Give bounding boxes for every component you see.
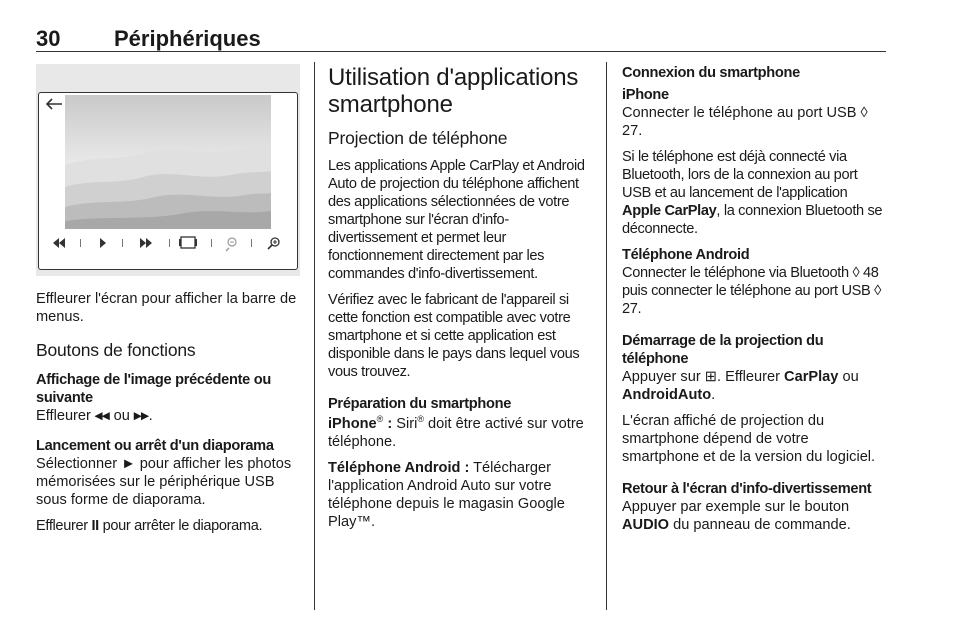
text: Effleurer [36, 408, 95, 424]
header-rule [36, 51, 886, 52]
iphone-label: iPhone [328, 416, 377, 432]
column-1 [36, 64, 302, 543]
paragraph [622, 498, 888, 534]
text: , la connexion Bluetooth se déconnecte. [622, 203, 883, 237]
text: Appuyer sur [622, 369, 705, 385]
registered-mark: ® [417, 414, 424, 425]
subsection-title: Retour à l'écran d'info-divertissement [622, 481, 872, 497]
text: doit être activé sur votre téléphone. [328, 416, 584, 450]
play-icon: ► [121, 456, 136, 472]
android-label: Téléphone Android : [328, 460, 470, 476]
subsection-title: Préparation du smartphone [328, 396, 512, 412]
text: Effleurer [36, 518, 92, 534]
text: . [148, 408, 153, 424]
subsection-title: Connexion du smartphone [622, 65, 800, 81]
text: Télécharger l'application Android Auto sur votre téléphone depuis le magasin Google Play™. [328, 460, 565, 530]
paragraph: L'écran affiché de projection du smartphone dépend de votre smartphone et de la version du logiciel. [622, 413, 876, 465]
emphasis: Apple CarPlay [622, 203, 717, 219]
column-2 [328, 64, 592, 539]
column-divider-2 [606, 62, 607, 610]
screen-illustration [36, 64, 300, 276]
fit-screen-icon [179, 237, 197, 248]
paragraph [36, 407, 302, 425]
pause-icon: II [91, 518, 99, 534]
colon: : [383, 416, 393, 432]
text: . [711, 387, 716, 403]
section-title: Projection de téléphone [328, 128, 508, 148]
separator [169, 239, 170, 247]
back-arrow-icon [43, 95, 65, 113]
landscape-photo [65, 95, 271, 229]
emphasis: AndroidAuto [622, 387, 712, 403]
emphasis: CarPlay [784, 369, 839, 385]
play-icon [100, 238, 106, 248]
separator [80, 239, 81, 247]
text: ou [109, 408, 134, 424]
subsection-title: Lancement ou arrêt d'un diaporama [36, 438, 274, 454]
section-title: Boutons de fonctions [36, 340, 196, 360]
subsection-title: Démarrage de la projection du téléphone [622, 333, 824, 367]
next-icon: ▸▸ [133, 408, 149, 424]
subsection-title: iPhone [622, 87, 669, 103]
registered-mark: ® [376, 414, 384, 425]
text: du panneau de commande. [669, 517, 851, 533]
text: Appuyer par exemple sur le bouton [622, 499, 850, 515]
previous-icon: ◂◂ [94, 408, 110, 424]
paragraph [36, 455, 302, 509]
text: Sélectionner [36, 456, 122, 472]
home-grid-icon: ⊞ [704, 369, 717, 385]
paragraph: Vérifiez avec le fabricant de l'appareil si cette fonction est compatible avec votre smartphone et si cette application est disponible dans le pays dans lequel vous vous trouvez. [328, 292, 580, 380]
page-number: 30 [36, 26, 61, 51]
separator [211, 239, 212, 247]
fast-forward-icon [140, 238, 152, 248]
zoom-out-icon [226, 238, 236, 251]
paragraph: Connecter le téléphone au port USB ◊ 27. [622, 105, 868, 139]
chapter-title: Utilisation d'applications smartphone [328, 64, 579, 118]
subsection-title: Téléphone Android [622, 247, 750, 263]
caption: Effleurer l'écran pour afficher la barre de menus. [36, 291, 297, 325]
page-header [36, 22, 886, 52]
zoom-in-icon [268, 238, 279, 249]
paragraph [328, 459, 592, 531]
column-3 [622, 64, 888, 542]
page-title: Périphériques [114, 26, 261, 51]
paragraph [36, 517, 302, 535]
control-bar [39, 233, 297, 253]
column-divider-1 [314, 62, 315, 610]
paragraph [328, 415, 592, 451]
paragraph [622, 148, 888, 238]
text: . Effleurer [716, 369, 785, 385]
rewind-icon [53, 238, 65, 248]
separator [122, 239, 123, 247]
emphasis: AUDIO [622, 517, 670, 533]
display-frame [38, 92, 298, 270]
text: ou [838, 369, 859, 385]
text: pour arrêter le diaporama. [98, 518, 263, 534]
text: pour afficher les photos mémorisées sur le périphérique USB sous forme de diaporama. [36, 456, 292, 508]
text: Siri [392, 416, 418, 432]
separator [251, 239, 252, 247]
paragraph: Connecter le téléphone via Bluetooth ◊ 48 puis connecter le téléphone au port USB ◊ 27. [622, 265, 881, 317]
paragraph [622, 368, 888, 404]
paragraph: Les applications Apple CarPlay et Android Auto de projection du téléphone affichent des applications sélectionnées de votre smartphone sur l'écran d'info-divertissement et permet leur fonctionnement directement par les commandes d'info-divertissement. [328, 158, 585, 282]
text: Si le téléphone est déjà connecté via Bluetooth, lors de la connexion au port USB et au lancement de l'application [622, 149, 858, 201]
subsection-title: Affichage de l'image précédente ou suivante [36, 372, 271, 406]
